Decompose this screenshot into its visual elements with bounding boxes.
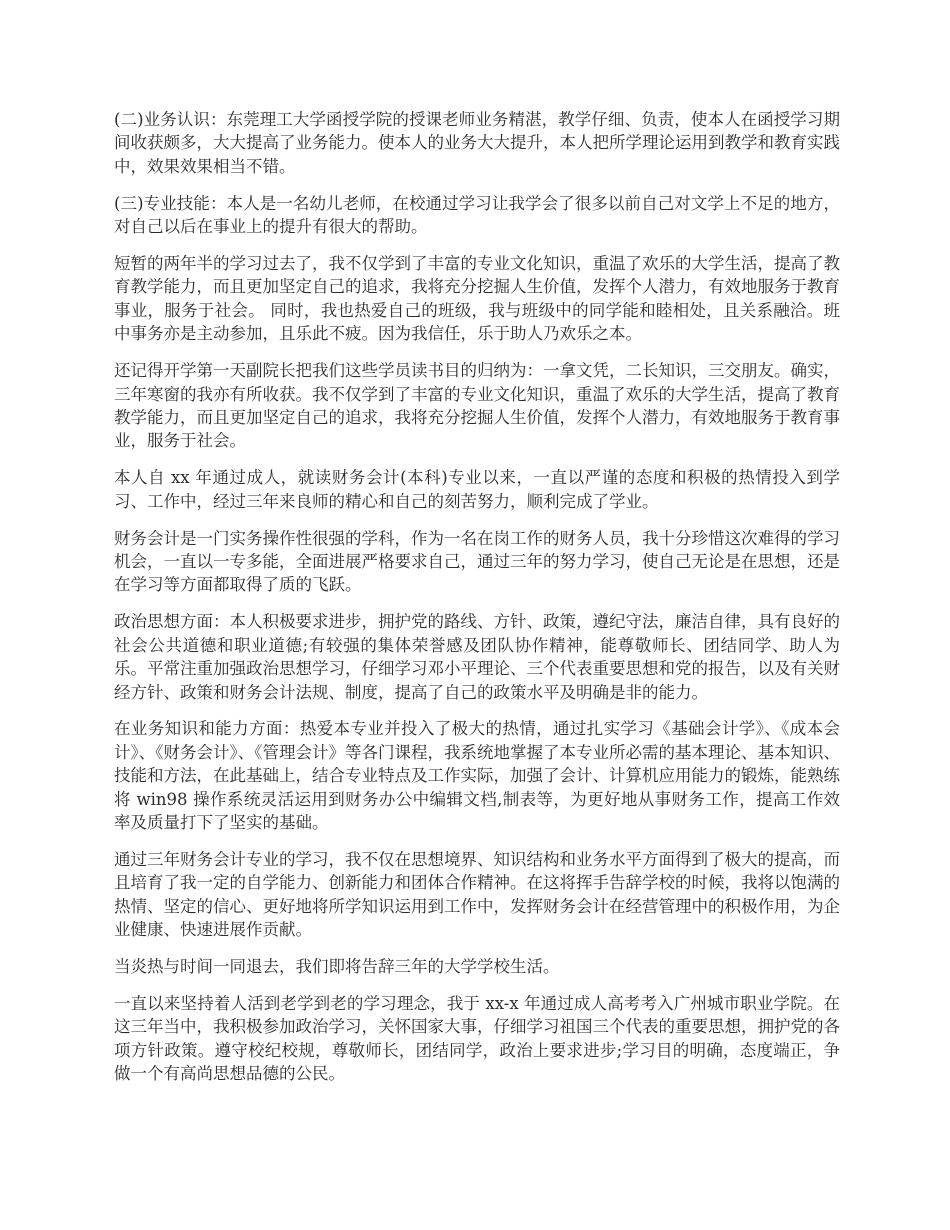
paragraph-three-years-gain: 通过三年财务会计专业的学习，我不仅在思想境界、知识结构和业务水平方面得到了极大的提高，而且培育了我一定的自学能力、创新能力和团体合作精神。在这将挥手告辞学校的时候，我将以饱满的热情、坚定的信心、更好地将所学知识运用到工作中，发挥财务会计在经营管理中的积极作用，为企业健康、快速进展作贡献。 xyxy=(114,849,840,940)
paragraph-professional-ability: 在业务知识和能力方面：热爱本专业并投入了极大的热情，通过扎实学习《基础会计学》、《成本会计》、《财务会计》、《管理会计》等各门课程，我系统地掌握了本专业所必需的基本理论、基本知识、技能和方法，在此基础上，结合专业特点及工作实际，加强了会计、计算机应用能力的锻炼，能熟练将 win98 操作系统灵活运用到财务办公中编辑文档,制表等，为更好地从事财务工作，提高工作效率及质量打下了坚实的基础。 xyxy=(114,719,840,833)
paragraph-study-summary: 短暂的两年半的学习过去了，我不仅学到了丰富的专业文化知识，重温了欢乐的大学生活，提高了教育教学能力，而且更加坚定自己的追求，我将充分挖掘人生价值，发挥个人潜力，有效地服务于教育事业，服务于社会。 同时，我也热爱自己的班级，我与班级中的同学能和睦相处，且关系融洽。班中事务亦是主动参加，且乐此不疲。因为我信任，乐于助人乃欢乐之本。 xyxy=(114,254,840,344)
paragraph-farewell: 当炎热与时间一同退去，我们即将告辞三年的大学学校生活。 xyxy=(114,957,560,977)
paragraph-professional-skills: (三)专业技能：本人是一名幼儿老师，在校通过学习让我学会了很多以前自己对文学上不足的地方，对自己以后在事业上的提升有很大的帮助。 xyxy=(114,193,840,237)
document-page xyxy=(114,108,840,1099)
paragraph-political-thought: 政治思想方面：本人积极要求进步，拥护党的路线、方针、政策，遵纪守法，廉洁自律，具有良好的社会公共道德和职业道德;有较强的集体荣誉感及团队协作精神，能尊敬师长、团结同学、助人为乐。平常注重加强政治思想学习，仔细学习邓小平理论、三个代表重要思想和党的报告，以及有关财经方针、政策和财务会计法规、制度，提高了自己的政策水平及明确是非的能力。 xyxy=(114,612,840,702)
paragraph-enrollment: 本人自 xx 年通过成人，就读财务会计(本科)专业以来，一直以严谨的态度和积极的热情投入到学习、工作中，经过三年来良师的精心和自己的刻苦努力，顺利完成了学业。 xyxy=(114,468,840,511)
paragraph-lifelong-learning: 一直以来坚持着人活到老学到老的学习理念，我于 xx-x 年通过成人高考考入广州城市职业学院。在这三年当中，我积极参加政治学习，关怀国家大事，仔细学习祖国三个代表的重要思想，拥护党的各项方针政策。遵守校纪校规，尊敬师长，团结同学，政治上要求进步;学习目的明确，态度端正，争做一个有高尚思想品德的公民。 xyxy=(114,994,840,1084)
paragraph-opening-day: 还记得开学第一天副院长把我们这些学员读书目的归纳为：一拿文凭，二长知识，三交朋友。确实，三年寒窗的我亦有所收获。我不仅学到了丰富的专业文化知识，重温了欢乐的大学生活，提高了教育教学能力，而且更加坚定自己的追求，我将充分挖掘人生价值，发挥个人潜力，有效地服务于教育事业，服务于社会。 xyxy=(114,361,840,451)
paragraph-financial-accounting: 财务会计是一门实务操作性很强的学科，作为一名在岗工作的财务人员，我十分珍惜这次难得的学习机会，一直以一专多能，全面进展严格要求自己，通过三年的努力学习，使自己无论是在思想，还是在学习等方面都取得了质的飞跃。 xyxy=(114,528,840,595)
paragraph-business-knowledge: (二)业务认识：东莞理工大学函授学院的授课老师业务精湛，教学仔细、负责，使本人在函授学习期间收获颇多，大大提高了业务能力。使本人的业务大大提升，本人把所学理论运用到教学和教育实践中，效果效果相当不错。 xyxy=(114,110,840,176)
